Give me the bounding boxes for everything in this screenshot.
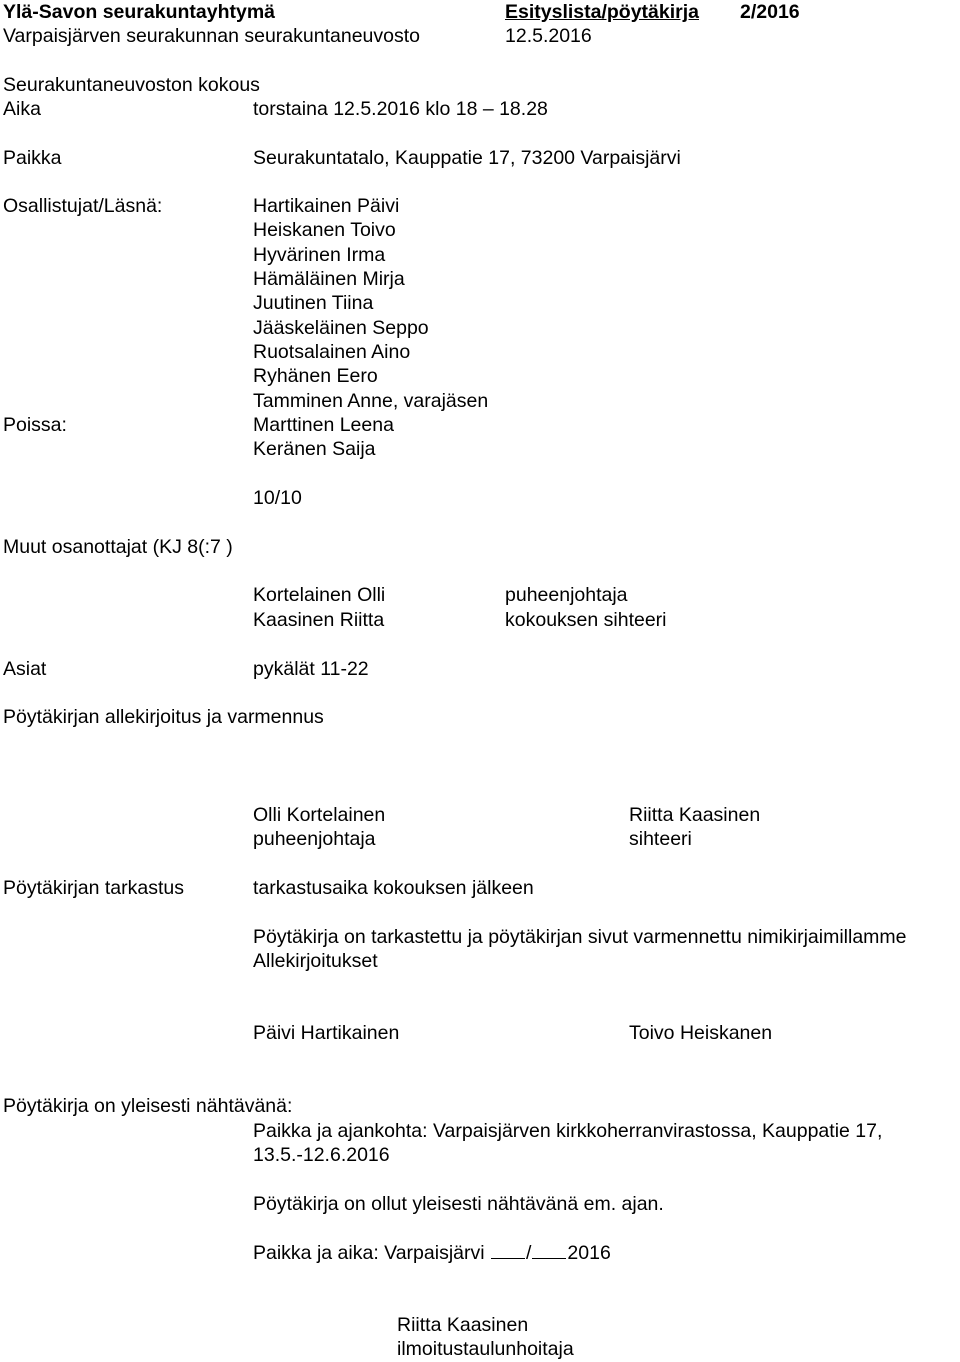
meeting-title: Seurakuntaneuvoston kokous bbox=[3, 74, 260, 96]
present-member: Ryhänen Eero bbox=[253, 365, 378, 387]
reviewer-name: Päivi Hartikainen bbox=[253, 1022, 400, 1044]
time-label: Aika bbox=[3, 98, 41, 120]
signer-name: Riitta Kaasinen bbox=[397, 1314, 529, 1336]
display-period: 13.5.-12.6.2016 bbox=[253, 1144, 390, 1166]
review-time: tarkastusaika kokouksen jälkeen bbox=[253, 877, 534, 899]
signatures-label: Allekirjoitukset bbox=[253, 950, 378, 972]
present-member: Hartikainen Päivi bbox=[253, 195, 400, 217]
matters-label: Asiat bbox=[3, 658, 47, 680]
place-label: Paikka bbox=[3, 147, 62, 169]
other-person-name: Kaasinen Riitta bbox=[253, 609, 385, 631]
secretary-role: sihteeri bbox=[629, 828, 692, 850]
others-label: Muut osanottajat (KJ 8(:7 ) bbox=[3, 536, 233, 558]
chair-name: Olli Kortelainen bbox=[253, 804, 386, 826]
matters-value: pykälät 11-22 bbox=[253, 658, 369, 680]
absent-member: Marttinen Leena bbox=[253, 414, 394, 436]
header-date: 12.5.2016 bbox=[505, 25, 592, 47]
absent-member: Keränen Saija bbox=[253, 438, 376, 460]
present-member: Jääskeläinen Seppo bbox=[253, 317, 429, 339]
other-person-role: kokouksen sihteeri bbox=[505, 609, 667, 631]
other-person-name: Kortelainen Olli bbox=[253, 584, 386, 606]
secretary-name: Riitta Kaasinen bbox=[629, 804, 761, 826]
council-name: Varpaisjärven seurakunnan seurakuntaneuvosto bbox=[3, 25, 420, 47]
month-blank[interactable] bbox=[532, 1240, 566, 1259]
document-type: Esityslista/pöytäkirja bbox=[505, 1, 700, 23]
present-label: Osallistujat/Läsnä: bbox=[3, 195, 163, 217]
present-member: Ruotsalainen Aino bbox=[253, 341, 411, 363]
present-member: Heiskanen Toivo bbox=[253, 219, 396, 241]
date-separator: / bbox=[526, 1242, 532, 1264]
display-place-time: Paikka ja ajankohta: Varpaisjärven kirkkoherranvirastossa, Kauppatie 17, bbox=[253, 1120, 883, 1142]
reviewer-name: Toivo Heiskanen bbox=[629, 1022, 773, 1044]
present-member: Hyvärinen Irma bbox=[253, 244, 386, 266]
present-member: Juutinen Tiina bbox=[253, 292, 374, 314]
display-year: 2016 bbox=[567, 1242, 611, 1264]
other-person-role: puheenjohtaja bbox=[505, 584, 628, 606]
place-value: Seurakuntatalo, Kauppatie 17, 73200 Varpaisjärvi bbox=[253, 147, 681, 169]
review-label: Pöytäkirjan tarkastus bbox=[3, 877, 184, 899]
document-number: 2/2016 bbox=[740, 1, 800, 23]
review-statement: Pöytäkirja on tarkastettu ja pöytäkirjan sivut varmennettu nimikirjaimillamme bbox=[253, 926, 907, 948]
organization-name: Ylä-Savon seurakuntayhtymä bbox=[3, 1, 276, 23]
display-place-date-prefix: Paikka ja aika: Varpaisjärvi bbox=[253, 1242, 485, 1264]
chair-role: puheenjohtaja bbox=[253, 828, 376, 850]
present-member: Tamminen Anne, varajäsen bbox=[253, 390, 489, 412]
quorum-count: 10/10 bbox=[253, 487, 302, 509]
display-certified: Pöytäkirja on ollut yleisesti nähtävänä em. ajan. bbox=[253, 1193, 664, 1215]
present-member: Hämäläinen Mirja bbox=[253, 268, 405, 290]
day-blank[interactable] bbox=[491, 1240, 525, 1259]
signer-title: ilmoitustaulunhoitaja bbox=[397, 1338, 574, 1360]
time-value: torstaina 12.5.2016 klo 18 – 18.28 bbox=[253, 98, 548, 120]
display-place-date bbox=[253, 1240, 611, 1265]
absent-label: Poissa: bbox=[3, 414, 67, 436]
signing-label: Pöytäkirjan allekirjoitus ja varmennus bbox=[3, 706, 324, 728]
public-display-label: Pöytäkirja on yleisesti nähtävänä: bbox=[3, 1095, 293, 1117]
